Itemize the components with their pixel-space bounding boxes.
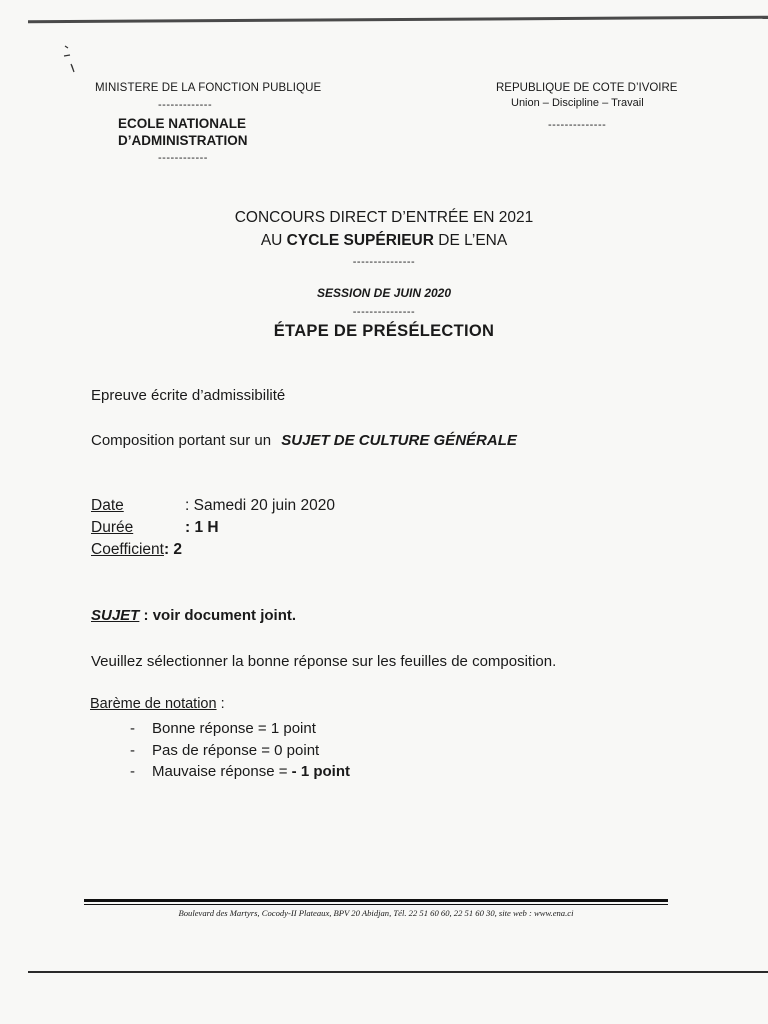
footer-address: Boulevard des Martyrs, Cocody-II Plateaux, BPV 20 Abidjan, Tél. 22 51 60 60, 22 51 60 30, site web : www.ena.ci	[178, 908, 574, 918]
ministry-name: MINISTERE DE LA FONCTION PUBLIQUE	[95, 82, 322, 94]
subject-text: : voir document joint.	[139, 607, 297, 624]
school-name	[118, 115, 248, 149]
scan-top-edge	[28, 16, 768, 24]
grading-heading	[90, 696, 225, 712]
title-prefix: AU	[260, 232, 283, 249]
list-item: - Pas de réponse = 0 point	[130, 740, 350, 762]
list-item: - Bonne réponse = 1 point	[130, 718, 350, 740]
date-row	[91, 497, 335, 515]
scan-artifact-mark	[62, 42, 82, 82]
subject-label: SUJET	[91, 607, 140, 624]
duration-row	[91, 519, 219, 537]
coefficient-label: Coefficient	[91, 541, 164, 558]
date-label: Date	[91, 497, 124, 514]
composition-prefix: Composition portant sur un	[91, 432, 272, 449]
school-name-line1: ECOLE NATIONALE	[118, 116, 246, 131]
separator: -------------	[158, 99, 213, 111]
footer-divider-thin	[84, 904, 668, 905]
grading-label: Barème de notation	[90, 696, 217, 712]
exam-type: Epreuve écrite d’admissibilité	[91, 387, 286, 404]
exam-title-line1: CONCOURS DIRECT D’ENTRÉE EN 2021	[234, 209, 534, 226]
bad-answer-prefix: Mauvaise réponse =	[152, 763, 292, 780]
title-suffix: DE L’ENA	[438, 232, 508, 249]
coefficient-value: : 2	[163, 541, 183, 558]
separator: ---------------	[352, 256, 416, 268]
scan-bottom-edge	[28, 971, 768, 973]
bad-answer-value: - 1 point	[291, 763, 350, 780]
separator: --------------	[548, 119, 607, 131]
separator: ---------------	[352, 306, 416, 318]
country-name: REPUBLIQUE DE COTE D’IVOIRE	[496, 82, 678, 94]
national-motto: Union – Discipline – Travail	[511, 97, 644, 109]
composition-line	[91, 432, 517, 449]
instruction-text: Veuillez sélectionner la bonne réponse sur les feuilles de composition.	[91, 653, 557, 670]
footer-divider	[84, 899, 668, 902]
duration-value: : 1 H	[185, 519, 219, 536]
title-emphasis: CYCLE SUPÉRIEUR	[286, 232, 434, 249]
session-label: SESSION DE JUIN 2020	[316, 286, 452, 300]
separator: ------------	[158, 152, 208, 164]
grading-suffix: :	[216, 696, 225, 712]
duration-label: Durée	[91, 519, 134, 536]
composition-subject: SUJET DE CULTURE GÉNÉRALE	[281, 432, 517, 449]
exam-title-line2	[0, 232, 768, 250]
coefficient-row	[91, 541, 182, 559]
grading-list	[130, 718, 350, 783]
school-name-line2: D’ADMINISTRATION	[118, 133, 248, 148]
stage-title: ÉTAPE DE PRÉSÉLECTION	[273, 322, 495, 340]
list-item	[130, 761, 350, 783]
subject-line	[91, 607, 296, 624]
date-value: : Samedi 20 juin 2020	[185, 497, 335, 514]
